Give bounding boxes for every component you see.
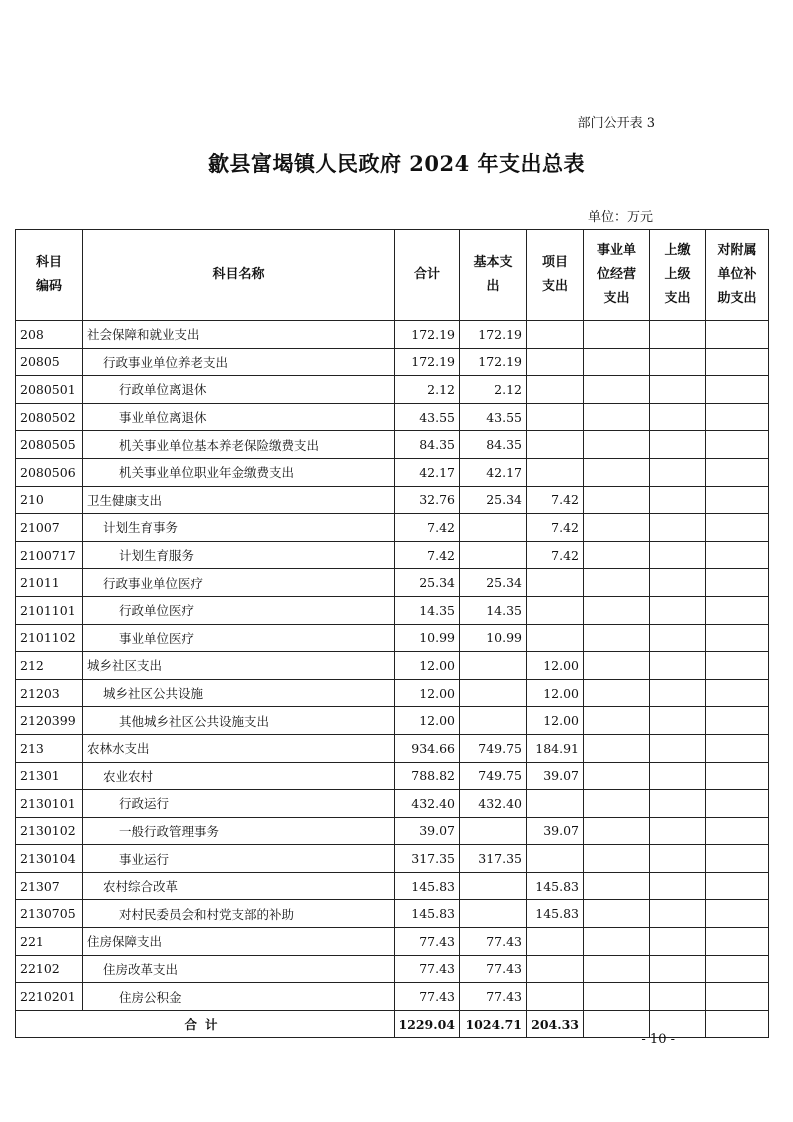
table-row [16, 431, 769, 459]
row-project: 7.42 [527, 486, 584, 514]
row-total: 7.42 [395, 514, 460, 542]
row-total: 77.43 [395, 928, 460, 956]
row-basic: 42.17 [460, 458, 527, 486]
row-upper [650, 762, 706, 790]
row-business [584, 734, 650, 762]
row-total: 432.40 [395, 790, 460, 818]
table-row [16, 817, 769, 845]
row-total: 25.34 [395, 569, 460, 597]
row-basic: 749.75 [460, 762, 527, 790]
table-row [16, 900, 769, 928]
row-name: 卫生健康支出 [83, 486, 395, 514]
row-subsidy [706, 486, 769, 514]
row-total: 42.17 [395, 458, 460, 486]
row-basic: 172.19 [460, 348, 527, 376]
row-business [584, 707, 650, 735]
row-name: 行政事业单位养老支出 [83, 348, 395, 376]
row-upper [650, 596, 706, 624]
row-subsidy [706, 431, 769, 459]
row-subsidy [706, 872, 769, 900]
row-code: 2210201 [16, 983, 83, 1011]
row-code: 2100717 [16, 541, 83, 569]
row-project: 12.00 [527, 652, 584, 680]
row-business [584, 679, 650, 707]
row-basic: 77.43 [460, 983, 527, 1011]
row-code: 2080501 [16, 376, 83, 404]
row-project [527, 569, 584, 597]
row-code: 21203 [16, 679, 83, 707]
row-code: 2101101 [16, 596, 83, 624]
row-business [584, 321, 650, 349]
row-code: 2130101 [16, 790, 83, 818]
row-project [527, 403, 584, 431]
row-project [527, 321, 584, 349]
row-code: 2130102 [16, 817, 83, 845]
row-subsidy [706, 845, 769, 873]
header-basic: 基本支出 [460, 230, 527, 321]
table-row [16, 321, 769, 349]
row-name: 农林水支出 [83, 734, 395, 762]
row-basic: 25.34 [460, 486, 527, 514]
table-row [16, 376, 769, 404]
row-subsidy [706, 569, 769, 597]
row-business [584, 845, 650, 873]
row-upper [650, 569, 706, 597]
row-project: 39.07 [527, 817, 584, 845]
row-business [584, 817, 650, 845]
row-name: 计划生育服务 [83, 541, 395, 569]
row-project: 39.07 [527, 762, 584, 790]
row-basic: 317.35 [460, 845, 527, 873]
row-code: 221 [16, 928, 83, 956]
row-total: 145.83 [395, 872, 460, 900]
row-name: 事业运行 [83, 845, 395, 873]
row-subsidy [706, 376, 769, 404]
row-upper [650, 486, 706, 514]
row-upper [650, 900, 706, 928]
row-code: 21307 [16, 872, 83, 900]
row-total: 145.83 [395, 900, 460, 928]
row-basic: 432.40 [460, 790, 527, 818]
row-subsidy [706, 900, 769, 928]
row-code: 210 [16, 486, 83, 514]
row-project: 7.42 [527, 541, 584, 569]
total-business [584, 1010, 650, 1038]
row-code: 21011 [16, 569, 83, 597]
table-row [16, 983, 769, 1011]
table-row [16, 734, 769, 762]
row-subsidy [706, 983, 769, 1011]
total-label: 合计 [16, 1010, 395, 1038]
table-row [16, 679, 769, 707]
row-total: 77.43 [395, 983, 460, 1011]
row-total: 32.76 [395, 486, 460, 514]
header-project: 项目支出 [527, 230, 584, 321]
form-number: 部门公开表 3 [577, 116, 655, 131]
row-project [527, 376, 584, 404]
row-business [584, 431, 650, 459]
row-basic [460, 679, 527, 707]
table-row [16, 845, 769, 873]
row-upper [650, 928, 706, 956]
row-total: 39.07 [395, 817, 460, 845]
row-total: 7.42 [395, 541, 460, 569]
row-basic [460, 900, 527, 928]
row-basic: 84.35 [460, 431, 527, 459]
row-basic: 749.75 [460, 734, 527, 762]
row-subsidy [706, 348, 769, 376]
row-subsidy [706, 514, 769, 542]
row-total: 77.43 [395, 955, 460, 983]
row-code: 21007 [16, 514, 83, 542]
row-total: 2.12 [395, 376, 460, 404]
row-upper [650, 955, 706, 983]
row-subsidy [706, 955, 769, 983]
row-basic: 43.55 [460, 403, 527, 431]
table-row [16, 872, 769, 900]
row-total: 12.00 [395, 707, 460, 735]
row-code: 20805 [16, 348, 83, 376]
row-subsidy [706, 652, 769, 680]
total-basic: 1024.71 [460, 1010, 527, 1038]
row-project: 7.42 [527, 514, 584, 542]
row-project [527, 458, 584, 486]
row-code: 208 [16, 321, 83, 349]
row-project: 12.00 [527, 679, 584, 707]
table-row [16, 403, 769, 431]
row-total: 172.19 [395, 321, 460, 349]
row-total: 788.82 [395, 762, 460, 790]
total-project: 204.33 [527, 1010, 584, 1038]
total-total: 1229.04 [395, 1010, 460, 1038]
row-name: 行政单位离退休 [83, 376, 395, 404]
row-upper [650, 790, 706, 818]
row-code: 2101102 [16, 624, 83, 652]
header-business: 事业单位经营支出 [584, 230, 650, 321]
row-business [584, 376, 650, 404]
row-subsidy [706, 403, 769, 431]
row-basic [460, 541, 527, 569]
row-upper [650, 321, 706, 349]
row-project: 12.00 [527, 707, 584, 735]
table-row [16, 707, 769, 735]
row-upper [650, 376, 706, 404]
row-business [584, 652, 650, 680]
row-subsidy [706, 321, 769, 349]
row-business [584, 872, 650, 900]
unit-label: 单位：万元 [587, 210, 653, 225]
row-project: 145.83 [527, 872, 584, 900]
row-code: 2080505 [16, 431, 83, 459]
row-name: 农业农村 [83, 762, 395, 790]
row-basic [460, 514, 527, 542]
total-subsidy [706, 1010, 769, 1038]
row-business [584, 569, 650, 597]
row-upper [650, 431, 706, 459]
row-business [584, 486, 650, 514]
row-code: 2130705 [16, 900, 83, 928]
row-basic [460, 817, 527, 845]
table-row [16, 458, 769, 486]
row-name: 行政事业单位医疗 [83, 569, 395, 597]
row-name: 机关事业单位职业年金缴费支出 [83, 458, 395, 486]
expenditure-table [15, 229, 769, 1038]
row-basic: 172.19 [460, 321, 527, 349]
row-name: 住房改革支出 [83, 955, 395, 983]
page-number: - 10 - [641, 1032, 675, 1047]
row-name: 住房公积金 [83, 983, 395, 1011]
row-upper [650, 514, 706, 542]
row-upper [650, 679, 706, 707]
row-name: 事业单位医疗 [83, 624, 395, 652]
row-basic [460, 707, 527, 735]
row-business [584, 624, 650, 652]
row-project [527, 845, 584, 873]
row-business [584, 403, 650, 431]
table-header-row [16, 230, 769, 321]
header-total: 合计 [395, 230, 460, 321]
row-total: 934.66 [395, 734, 460, 762]
row-project: 184.91 [527, 734, 584, 762]
row-basic: 77.43 [460, 928, 527, 956]
header-code: 科目编码 [16, 230, 83, 321]
row-name: 一般行政管理事务 [83, 817, 395, 845]
row-name: 计划生育事务 [83, 514, 395, 542]
row-name: 城乡社区公共设施 [83, 679, 395, 707]
row-business [584, 348, 650, 376]
table-row [16, 514, 769, 542]
row-basic: 77.43 [460, 955, 527, 983]
row-total: 10.99 [395, 624, 460, 652]
row-subsidy [706, 624, 769, 652]
row-project [527, 596, 584, 624]
row-business [584, 983, 650, 1011]
row-basic: 25.34 [460, 569, 527, 597]
row-total: 84.35 [395, 431, 460, 459]
row-subsidy [706, 679, 769, 707]
row-basic [460, 652, 527, 680]
row-business [584, 790, 650, 818]
row-name: 对村民委员会和村党支部的补助 [83, 900, 395, 928]
row-upper [650, 734, 706, 762]
row-total: 172.19 [395, 348, 460, 376]
row-project [527, 790, 584, 818]
table-row [16, 955, 769, 983]
row-project [527, 624, 584, 652]
row-subsidy [706, 707, 769, 735]
row-code: 212 [16, 652, 83, 680]
table-row [16, 486, 769, 514]
row-subsidy [706, 458, 769, 486]
row-business [584, 928, 650, 956]
table-row [16, 569, 769, 597]
row-code: 213 [16, 734, 83, 762]
row-basic: 2.12 [460, 376, 527, 404]
row-subsidy [706, 817, 769, 845]
table-row [16, 596, 769, 624]
row-project [527, 928, 584, 956]
row-code: 2080502 [16, 403, 83, 431]
row-business [584, 596, 650, 624]
row-upper [650, 707, 706, 735]
row-name: 其他城乡社区公共设施支出 [83, 707, 395, 735]
row-name: 农村综合改革 [83, 872, 395, 900]
table-row [16, 541, 769, 569]
row-subsidy [706, 734, 769, 762]
row-business [584, 762, 650, 790]
row-basic: 10.99 [460, 624, 527, 652]
row-business [584, 458, 650, 486]
row-project [527, 431, 584, 459]
row-upper [650, 652, 706, 680]
table-row [16, 652, 769, 680]
row-total: 12.00 [395, 652, 460, 680]
row-subsidy [706, 541, 769, 569]
row-subsidy [706, 928, 769, 956]
row-upper [650, 541, 706, 569]
row-business [584, 541, 650, 569]
row-code: 22102 [16, 955, 83, 983]
row-code: 2130104 [16, 845, 83, 873]
row-project [527, 955, 584, 983]
row-upper [650, 845, 706, 873]
row-name: 机关事业单位基本养老保险缴费支出 [83, 431, 395, 459]
row-upper [650, 348, 706, 376]
row-name: 住房保障支出 [83, 928, 395, 956]
table-row [16, 624, 769, 652]
row-name: 社会保障和就业支出 [83, 321, 395, 349]
row-project [527, 348, 584, 376]
page-title: 歙县富堨镇人民政府 2024 年支出总表 [207, 151, 586, 176]
row-subsidy [706, 790, 769, 818]
row-subsidy [706, 596, 769, 624]
row-project: 145.83 [527, 900, 584, 928]
header-subsidy: 对附属单位补助支出 [706, 230, 769, 321]
row-upper [650, 458, 706, 486]
row-upper [650, 624, 706, 652]
row-subsidy [706, 762, 769, 790]
row-upper [650, 872, 706, 900]
table-row [16, 762, 769, 790]
row-total: 317.35 [395, 845, 460, 873]
row-name: 行政运行 [83, 790, 395, 818]
row-business [584, 900, 650, 928]
row-upper [650, 983, 706, 1011]
row-code: 21301 [16, 762, 83, 790]
row-business [584, 514, 650, 542]
row-project [527, 983, 584, 1011]
row-code: 2120399 [16, 707, 83, 735]
table-row [16, 790, 769, 818]
row-upper [650, 403, 706, 431]
table-row [16, 348, 769, 376]
row-name: 事业单位离退休 [83, 403, 395, 431]
row-name: 城乡社区支出 [83, 652, 395, 680]
header-name: 科目名称 [83, 230, 395, 321]
row-business [584, 955, 650, 983]
row-total: 12.00 [395, 679, 460, 707]
row-total: 14.35 [395, 596, 460, 624]
row-code: 2080506 [16, 458, 83, 486]
row-basic: 14.35 [460, 596, 527, 624]
row-name: 行政单位医疗 [83, 596, 395, 624]
row-upper [650, 817, 706, 845]
row-total: 43.55 [395, 403, 460, 431]
row-basic [460, 872, 527, 900]
table-row [16, 928, 769, 956]
header-upper: 上缴上级支出 [650, 230, 706, 321]
